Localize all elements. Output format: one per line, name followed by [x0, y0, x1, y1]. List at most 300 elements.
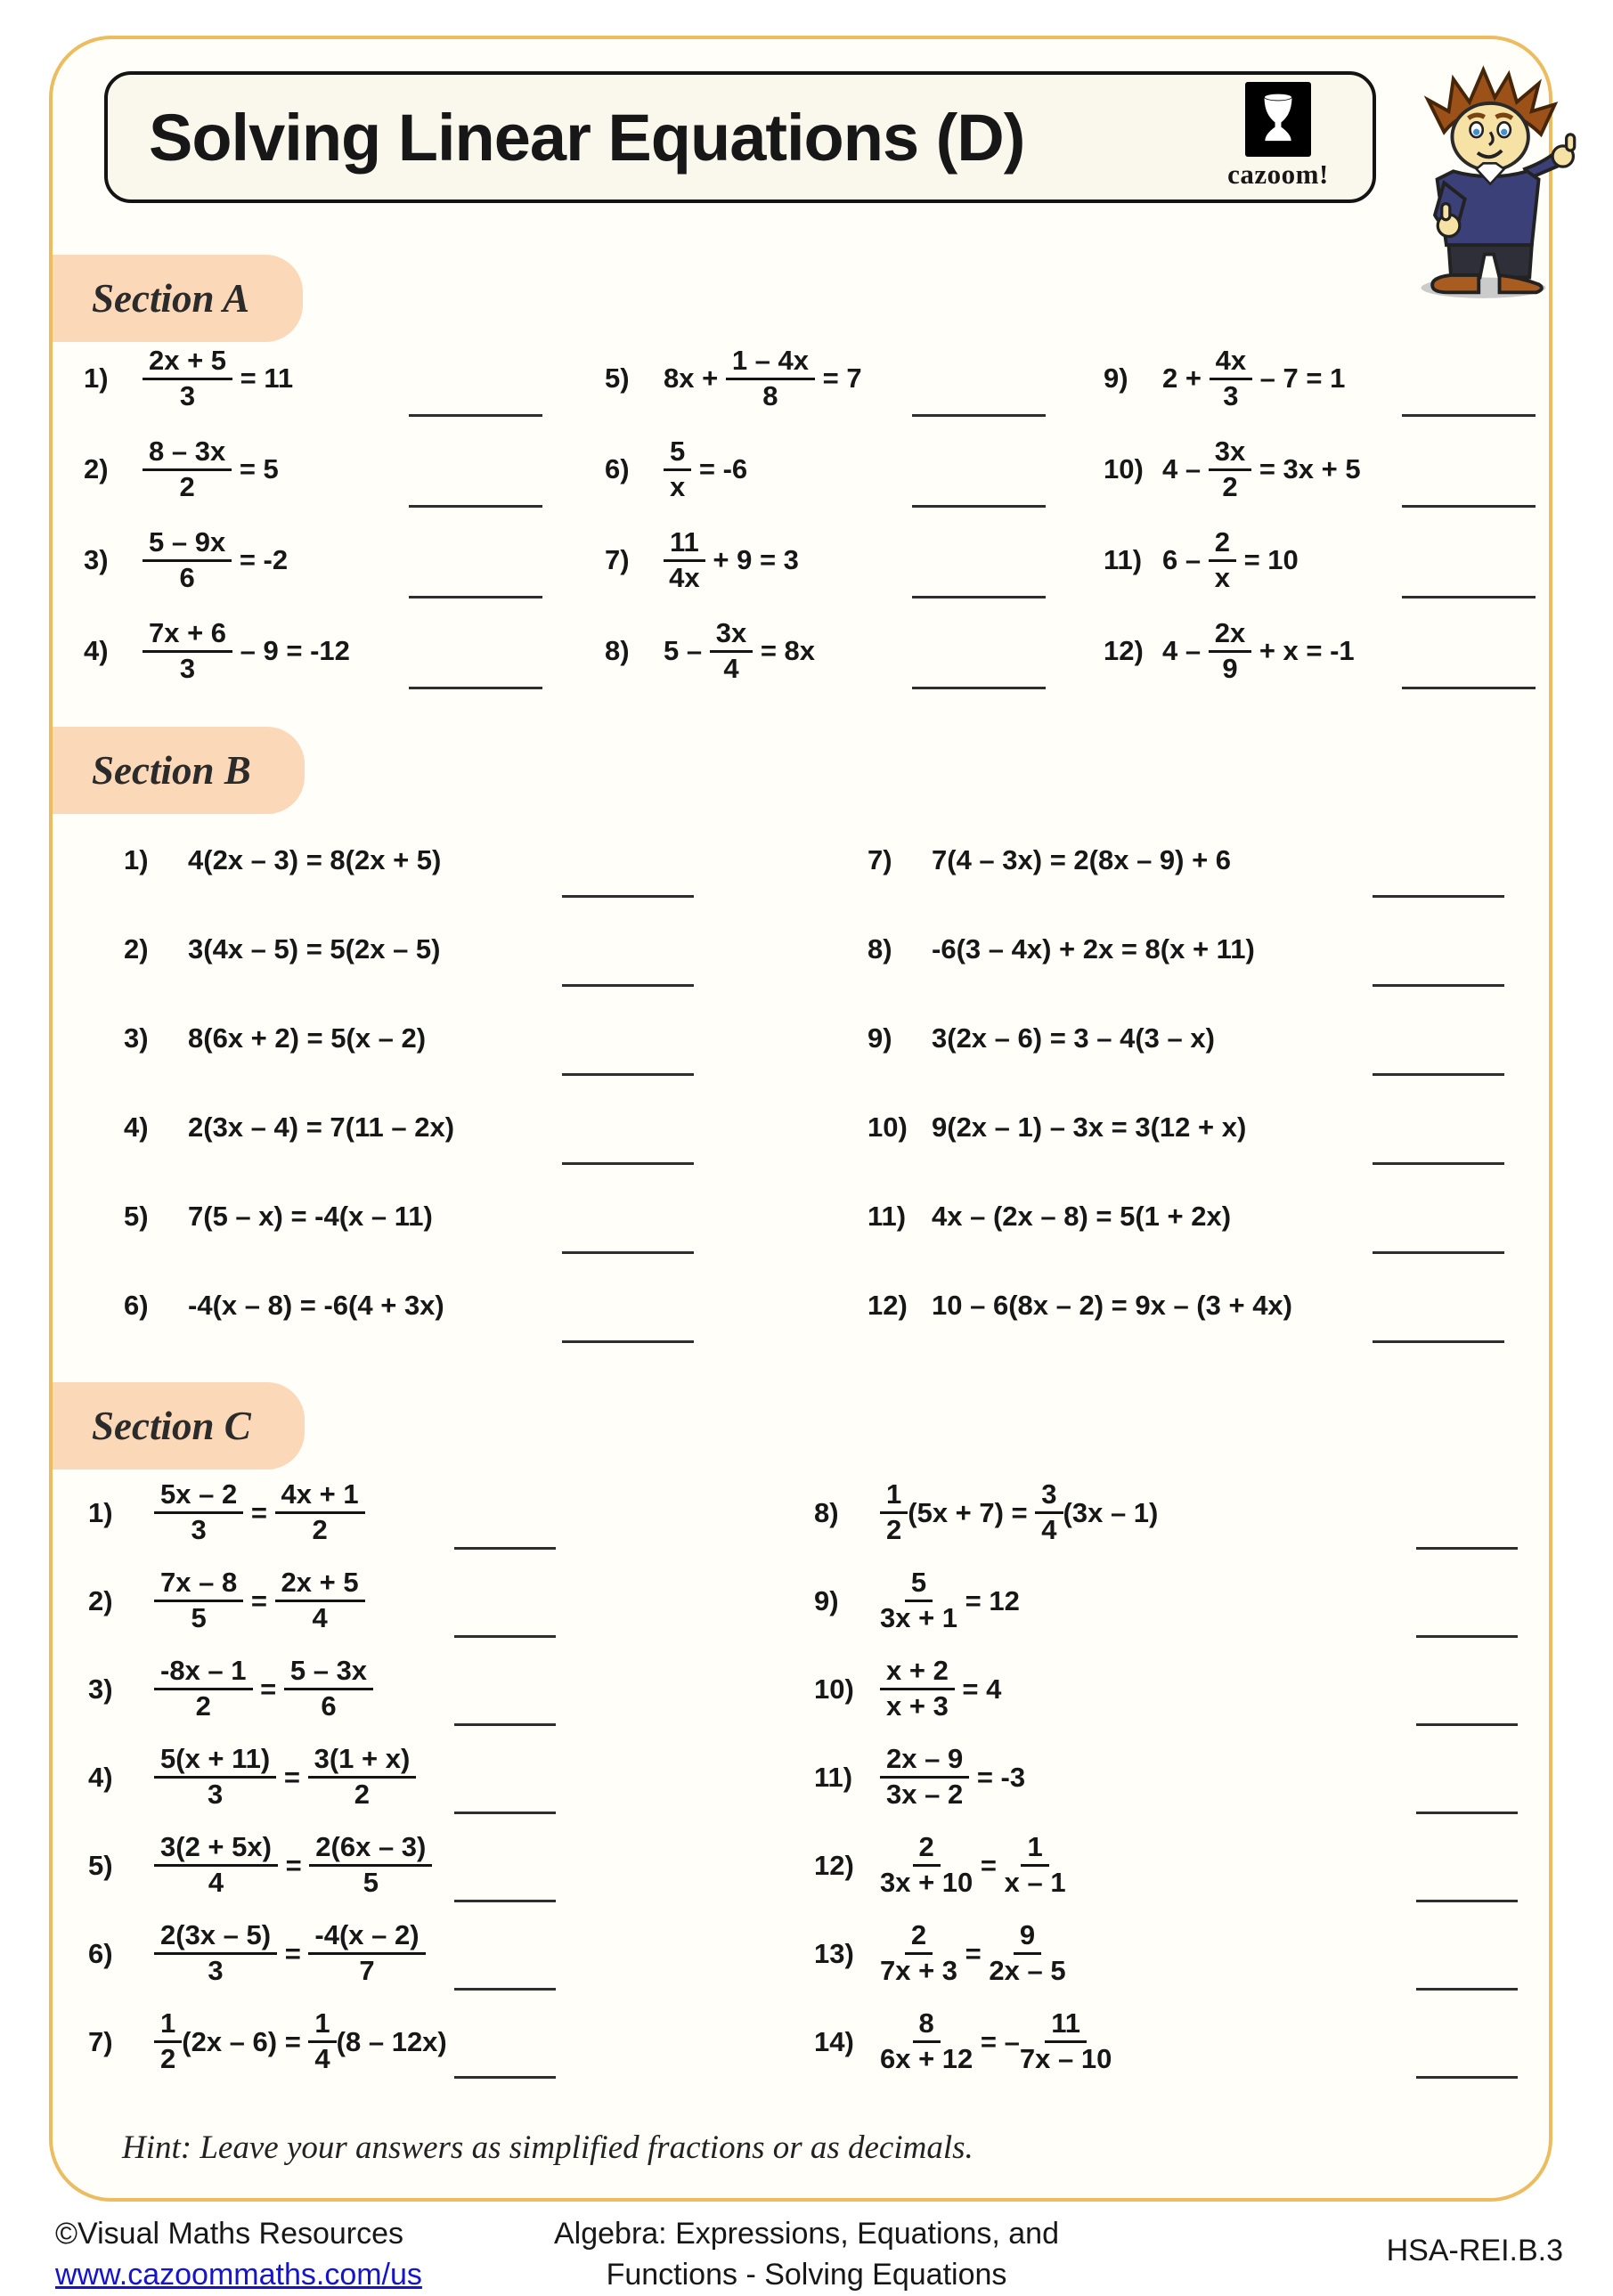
fraction: [143, 618, 232, 684]
equation-text: 10 – 6(8x – 2) = 9x – (3 + 4x): [932, 1290, 1292, 1321]
answer-blank: [912, 505, 1046, 508]
fraction-denominator: 6: [321, 1690, 337, 1722]
fraction: [1209, 436, 1251, 502]
footer-course-line2: Functions - Solving Equations: [606, 2257, 1007, 2292]
fraction-numerator: 4x + 1: [275, 1479, 365, 1514]
fraction: [143, 527, 232, 593]
fraction: [154, 1567, 243, 1633]
fraction-denominator: 6: [179, 561, 195, 593]
fraction-numerator: 2x: [1209, 618, 1251, 653]
fraction: [880, 1656, 955, 1722]
problem-number: 6): [605, 453, 630, 484]
fraction-numerator: 7x + 6: [143, 618, 232, 653]
fraction-numerator: 11: [1045, 2008, 1087, 2043]
fraction: [154, 1920, 277, 1986]
fraction-numerator: 4x: [1210, 346, 1252, 380]
problem: [124, 816, 827, 905]
mascot-illustration: [1369, 61, 1602, 303]
problem-number: 1): [84, 362, 109, 394]
problem: [868, 1172, 1549, 1261]
fraction-denominator: 5: [191, 1602, 207, 1633]
problem-number: 7): [88, 2025, 113, 2057]
fraction: [664, 527, 705, 593]
equation-text: = –: [973, 2025, 1020, 2057]
equation-text: = 8x: [753, 635, 816, 666]
fraction-denominator: 4x: [669, 561, 700, 593]
equation: [188, 1201, 433, 1233]
problem: [124, 905, 827, 994]
fraction-denominator: 6x + 12: [880, 2043, 974, 2074]
problem-number: 4): [84, 635, 109, 666]
problem: [84, 424, 605, 515]
problem: [605, 424, 1104, 515]
problem: [605, 606, 1104, 696]
equation-text: (8 – 12x): [336, 2025, 447, 2057]
equation: [932, 933, 1255, 965]
answer-blank: [409, 505, 542, 508]
fraction-denominator: 3x – 2: [886, 1779, 964, 1810]
fraction-denominator: 3x + 10: [880, 1867, 974, 1898]
fraction: [143, 436, 232, 502]
answer-blank: [1373, 895, 1504, 898]
equation: [154, 1656, 373, 1722]
problem-number: 6): [124, 1290, 149, 1321]
fraction-denominator: 4: [723, 652, 739, 684]
fraction-denominator: 4: [312, 1602, 328, 1633]
problem-number: 10): [868, 1111, 908, 1143]
equation: [1162, 618, 1355, 684]
problem-column: [1104, 333, 1549, 696]
problem: [814, 1645, 1549, 1733]
equation: [664, 618, 815, 684]
problem: [868, 816, 1549, 905]
equation: [188, 1111, 454, 1144]
answer-blank: [409, 414, 542, 417]
problem-number: 9): [868, 1022, 892, 1054]
equation: [880, 1567, 1020, 1633]
problem: [868, 1261, 1549, 1350]
equation: [664, 346, 862, 411]
answer-blank: [1373, 1162, 1504, 1165]
equation: [143, 346, 293, 411]
problem-column: [84, 816, 827, 1350]
fraction-numerator: 3: [1035, 1479, 1063, 1514]
fraction: [880, 2008, 973, 2074]
fraction: [284, 1656, 373, 1722]
fraction-denominator: 9: [1222, 652, 1238, 684]
equation-text: – 7 = 1: [1252, 362, 1346, 394]
problem-number: 4): [124, 1111, 149, 1143]
problem-number: 5): [605, 362, 630, 394]
problem-number: 2): [88, 1584, 113, 1616]
equation-text: = 3x + 5: [1251, 453, 1361, 484]
problem-number: 7): [605, 544, 630, 575]
equation-text: = 5: [232, 453, 279, 484]
problem: [868, 994, 1549, 1083]
equation: [188, 844, 441, 876]
equation-text: 4x – (2x – 8) = 5(1 + 2x): [932, 1201, 1232, 1232]
equation: [1162, 346, 1345, 411]
page-title: Solving Linear Equations (D): [149, 100, 1025, 175]
problem-number: 4): [88, 1761, 113, 1793]
fraction: [309, 1832, 432, 1898]
answer-blank: [1373, 984, 1504, 987]
problem-number: 5): [124, 1201, 149, 1232]
fraction: [143, 346, 232, 411]
problem: [88, 1821, 810, 1909]
problem-number: 3): [84, 544, 109, 575]
problem-number: 10): [814, 1673, 854, 1705]
fraction: [275, 1567, 365, 1633]
fraction-numerator: 1 – 4x: [726, 346, 815, 380]
fraction-denominator: 2: [312, 1514, 328, 1545]
problem: [868, 905, 1549, 994]
section-a-body: [53, 333, 1549, 696]
problem-number: 1): [88, 1496, 113, 1528]
answer-blank: [562, 895, 694, 898]
fraction-numerator: 1: [154, 2008, 182, 2043]
fraction: [154, 1744, 276, 1810]
problem-number: 11): [814, 1761, 853, 1793]
problem-number: 2): [124, 933, 149, 965]
fraction-denominator: 2: [354, 1779, 371, 1810]
equation: [188, 933, 440, 965]
fraction-numerator: 2: [905, 1920, 933, 1955]
section-c-header: [53, 1382, 305, 1470]
problem: [1104, 424, 1549, 515]
problem: [124, 1172, 827, 1261]
fraction: [1020, 2008, 1112, 2074]
fraction-numerator: x + 2: [880, 1656, 955, 1690]
equation: [154, 1567, 365, 1633]
answer-blank: [1416, 1900, 1518, 1902]
equation: [880, 2008, 1112, 2074]
problem-number: 11): [1104, 544, 1143, 575]
fraction-denominator: 4: [208, 1867, 224, 1898]
equation: [1162, 436, 1361, 502]
equation: [932, 1022, 1215, 1054]
fraction-denominator: 4: [1041, 1514, 1057, 1545]
fraction-denominator: 2: [886, 1514, 902, 1545]
fraction-numerator: 5x – 2: [154, 1479, 243, 1514]
equation: [143, 618, 350, 684]
equation: [143, 527, 288, 593]
problem-number: 2): [84, 453, 109, 484]
problem: [814, 1998, 1549, 2086]
fraction-numerator: 8: [913, 2008, 941, 2043]
fraction: [880, 1832, 973, 1898]
fraction-numerator: 7x – 8: [154, 1567, 243, 1602]
equation: [1162, 527, 1299, 593]
equation-text: =: [973, 1849, 1005, 1881]
equation: [932, 844, 1231, 876]
equation-text: -6(3 – 4x) + 2x = 8(x + 11): [932, 933, 1255, 965]
fraction: [1210, 346, 1252, 411]
problem: [814, 1909, 1549, 1998]
fraction-denominator: 2: [179, 470, 195, 502]
fraction-numerator: 2: [1209, 527, 1236, 562]
fraction-numerator: 2: [913, 1832, 941, 1867]
fraction-numerator: 5: [664, 436, 691, 471]
fraction-numerator: 2x + 5: [143, 346, 232, 380]
fraction: [726, 346, 815, 411]
equation-text: =: [277, 1937, 309, 1969]
equation-text: 5 –: [664, 635, 710, 666]
fraction: [154, 2008, 182, 2074]
equation-text: (3x – 1): [1063, 1496, 1159, 1528]
fraction-numerator: 2x – 9: [880, 1744, 969, 1779]
answer-blank: [562, 1073, 694, 1076]
equation-text: =: [252, 1673, 284, 1705]
equation-text: 2(3x – 4) = 7(11 – 2x): [188, 1111, 455, 1143]
fraction: [154, 1656, 253, 1722]
equation: [932, 1201, 1231, 1233]
equation-text: = 10: [1235, 544, 1299, 575]
equation-text: 8(6x + 2) = 5(x – 2): [188, 1022, 427, 1054]
equation-text: (2x – 6) =: [182, 2025, 309, 2057]
worksheet-page: [49, 36, 1552, 2202]
problem-number: 8): [814, 1496, 839, 1528]
fraction-denominator: x + 3: [886, 1690, 949, 1722]
fraction-numerator: 3x: [710, 618, 753, 653]
goblet-drum-icon: [1245, 82, 1311, 157]
equation-text: 7(4 – 3x) = 2(8x – 9) + 6: [932, 844, 1232, 875]
answer-blank: [562, 1162, 694, 1165]
equation-text: = 4: [954, 1673, 1002, 1705]
problem: [84, 515, 605, 606]
equation-text: 2 +: [1162, 362, 1210, 394]
fraction-denominator: 7x + 3: [880, 1955, 958, 1986]
problem-number: 14): [814, 2025, 854, 2057]
section-b-label: Section B: [92, 748, 251, 793]
problem: [88, 1998, 810, 2086]
problem: [605, 333, 1104, 424]
fraction-numerator: -4(x – 2): [308, 1920, 425, 1955]
problem: [124, 1083, 827, 1172]
answer-blank: [1402, 505, 1536, 508]
fraction-denominator: x: [1214, 561, 1230, 593]
equation-text: -4(x – 8) = -6(4 + 3x): [188, 1290, 444, 1321]
problem-column: [84, 1469, 810, 2086]
answer-blank: [912, 687, 1046, 689]
problem-number: 12): [1104, 635, 1144, 666]
footer-link[interactable]: www.cazoommaths.com/us: [55, 2257, 422, 2292]
fraction-denominator: 7: [359, 1955, 375, 1986]
problem-column: [827, 816, 1549, 1350]
fraction-denominator: 2: [1222, 470, 1238, 502]
equation-text: 4 –: [1162, 453, 1209, 484]
fraction: [664, 436, 691, 502]
problem: [1104, 333, 1549, 424]
fraction-numerator: 2(3x – 5): [154, 1920, 277, 1955]
fraction-numerator: 1: [1021, 1832, 1048, 1867]
problem-number: 10): [1104, 453, 1144, 484]
fraction-denominator: 2: [160, 2043, 176, 2074]
problem: [605, 515, 1104, 606]
fraction-numerator: 3x: [1209, 436, 1251, 471]
fraction: [989, 1920, 1065, 1986]
fraction: [880, 1567, 957, 1633]
fraction: [880, 1479, 908, 1545]
problem: [1104, 515, 1549, 606]
section-b-header: [53, 727, 305, 814]
fraction-numerator: -8x – 1: [154, 1656, 253, 1690]
fraction-denominator: 8: [762, 379, 778, 411]
fraction: [710, 618, 753, 684]
equation: [154, 1744, 416, 1810]
equation: [188, 1290, 444, 1322]
answer-blank: [409, 596, 542, 598]
section-a-label: Section A: [92, 276, 250, 321]
footer-left: [55, 2214, 422, 2296]
fraction-denominator: 7x – 10: [1019, 2043, 1112, 2074]
equation-text: = -2: [232, 544, 289, 575]
equation-text: 4 –: [1162, 635, 1209, 666]
equation: [932, 1111, 1246, 1144]
answer-blank: [454, 1900, 556, 1902]
problem-column: [810, 1469, 1549, 2086]
problem-column: [84, 333, 605, 696]
equation: [880, 1920, 1066, 1986]
problem-number: 7): [868, 844, 892, 875]
equation-text: =: [957, 1937, 990, 1969]
equation-text: 8x +: [664, 362, 726, 394]
answer-blank: [1416, 2076, 1518, 2079]
equation: [188, 1022, 426, 1054]
fraction-numerator: 1: [308, 2008, 336, 2043]
answer-blank: [454, 1988, 556, 1991]
cazoom-logo-text: cazoom!: [1227, 159, 1329, 190]
equation: [880, 1479, 1158, 1545]
fraction-numerator: 5 – 3x: [284, 1656, 373, 1690]
equation-text: (5x + 7) =: [908, 1496, 1036, 1528]
problem: [814, 1469, 1549, 1557]
problem: [88, 1909, 810, 1998]
problem: [814, 1557, 1549, 1645]
problem-number: 9): [1104, 362, 1128, 394]
fraction: [1035, 1479, 1063, 1545]
fraction-numerator: 5 – 9x: [143, 527, 232, 562]
problem: [88, 1645, 810, 1733]
cazoom-logo: [1198, 82, 1358, 196]
answer-blank: [1416, 1635, 1518, 1638]
problem-number: 6): [88, 1937, 113, 1969]
equation: [143, 436, 279, 502]
answer-blank: [454, 1723, 556, 1726]
equation-text: 7(5 – x) = -4(x – 11): [188, 1201, 433, 1232]
equation-text: 3(2x – 6) = 3 – 4(3 – x): [932, 1022, 1215, 1054]
equation-text: = 12: [957, 1584, 1020, 1616]
equation-text: 3(4x – 5) = 5(2x – 5): [188, 933, 441, 965]
equation-text: = 11: [232, 362, 294, 394]
fraction-denominator: 3: [179, 379, 196, 411]
equation: [154, 2008, 447, 2074]
section-a-header: [53, 255, 303, 342]
answer-blank: [1373, 1251, 1504, 1254]
problem: [84, 606, 605, 696]
fraction-denominator: 2: [195, 1690, 211, 1722]
problem: [84, 333, 605, 424]
problem: [88, 1469, 810, 1557]
section-b-body: [53, 816, 1549, 1350]
footer-course: [468, 2214, 1145, 2296]
section-c-body: [53, 1469, 1549, 2086]
equation-text: =: [277, 1849, 310, 1881]
fraction: [308, 1744, 417, 1810]
fraction: [880, 1744, 969, 1810]
answer-blank: [409, 687, 542, 689]
fraction-numerator: 2x + 5: [275, 1567, 365, 1602]
fraction-denominator: 4: [314, 2043, 330, 2074]
fraction-denominator: 3: [179, 652, 196, 684]
problem: [814, 1821, 1549, 1909]
footer-course-line1: Algebra: Expressions, Equations, and: [553, 2217, 1059, 2251]
equation-text: = -6: [691, 453, 748, 484]
equation-text: + 9 = 3: [705, 544, 799, 575]
fraction: [275, 1479, 365, 1545]
answer-blank: [562, 1340, 694, 1343]
problem-number: 3): [88, 1673, 113, 1705]
fraction-numerator: 8 – 3x: [143, 436, 232, 471]
problem: [124, 1261, 827, 1350]
equation-text: + x = -1: [1251, 635, 1355, 666]
fraction-numerator: 11: [664, 527, 705, 562]
problem-number: 12): [814, 1849, 854, 1881]
problem-number: 8): [605, 635, 630, 666]
equation: [880, 1744, 1025, 1810]
fraction-numerator: 3(2 + 5x): [154, 1832, 278, 1867]
fraction-denominator: 3: [191, 1514, 207, 1545]
answer-blank: [1402, 687, 1536, 689]
equation-text: 4(2x – 3) = 8(2x + 5): [188, 844, 442, 875]
answer-blank: [454, 1547, 556, 1550]
answer-blank: [454, 2076, 556, 2079]
fraction-numerator: 1: [880, 1479, 908, 1514]
equation: [154, 1479, 365, 1545]
answer-blank: [1416, 1812, 1518, 1814]
problem-number: 3): [124, 1022, 149, 1054]
problem: [88, 1733, 810, 1821]
problem-number: 11): [868, 1201, 907, 1232]
footer-standard: HSA-REI.B.3: [1386, 2234, 1563, 2268]
fraction: [308, 2008, 336, 2074]
equation: [932, 1290, 1292, 1322]
fraction-denominator: 3: [208, 1955, 224, 1986]
problem-number: 8): [868, 933, 892, 965]
fraction: [154, 1479, 243, 1545]
fraction-numerator: 5: [905, 1567, 933, 1602]
fraction: [1209, 618, 1251, 684]
answer-blank: [1373, 1073, 1504, 1076]
hint-text: Hint: Leave your answers as simplified fractions or as decimals.: [122, 2129, 974, 2166]
equation-text: 6 –: [1162, 544, 1209, 575]
problem: [1104, 606, 1549, 696]
fraction: [1005, 1832, 1066, 1898]
equation-text: 9(2x – 1) – 3x = 3(12 + x): [932, 1111, 1247, 1143]
equation-text: =: [243, 1496, 275, 1528]
answer-blank: [454, 1812, 556, 1814]
equation: [154, 1832, 432, 1898]
fraction-denominator: x: [670, 470, 686, 502]
fraction: [1209, 527, 1236, 593]
footer: [0, 2214, 1613, 2292]
answer-blank: [1373, 1340, 1504, 1343]
fraction-denominator: 3x + 1: [880, 1602, 958, 1633]
equation-text: =: [243, 1584, 275, 1616]
equation-text: = 7: [815, 362, 862, 394]
answer-blank: [912, 596, 1046, 598]
equation: [664, 436, 747, 502]
